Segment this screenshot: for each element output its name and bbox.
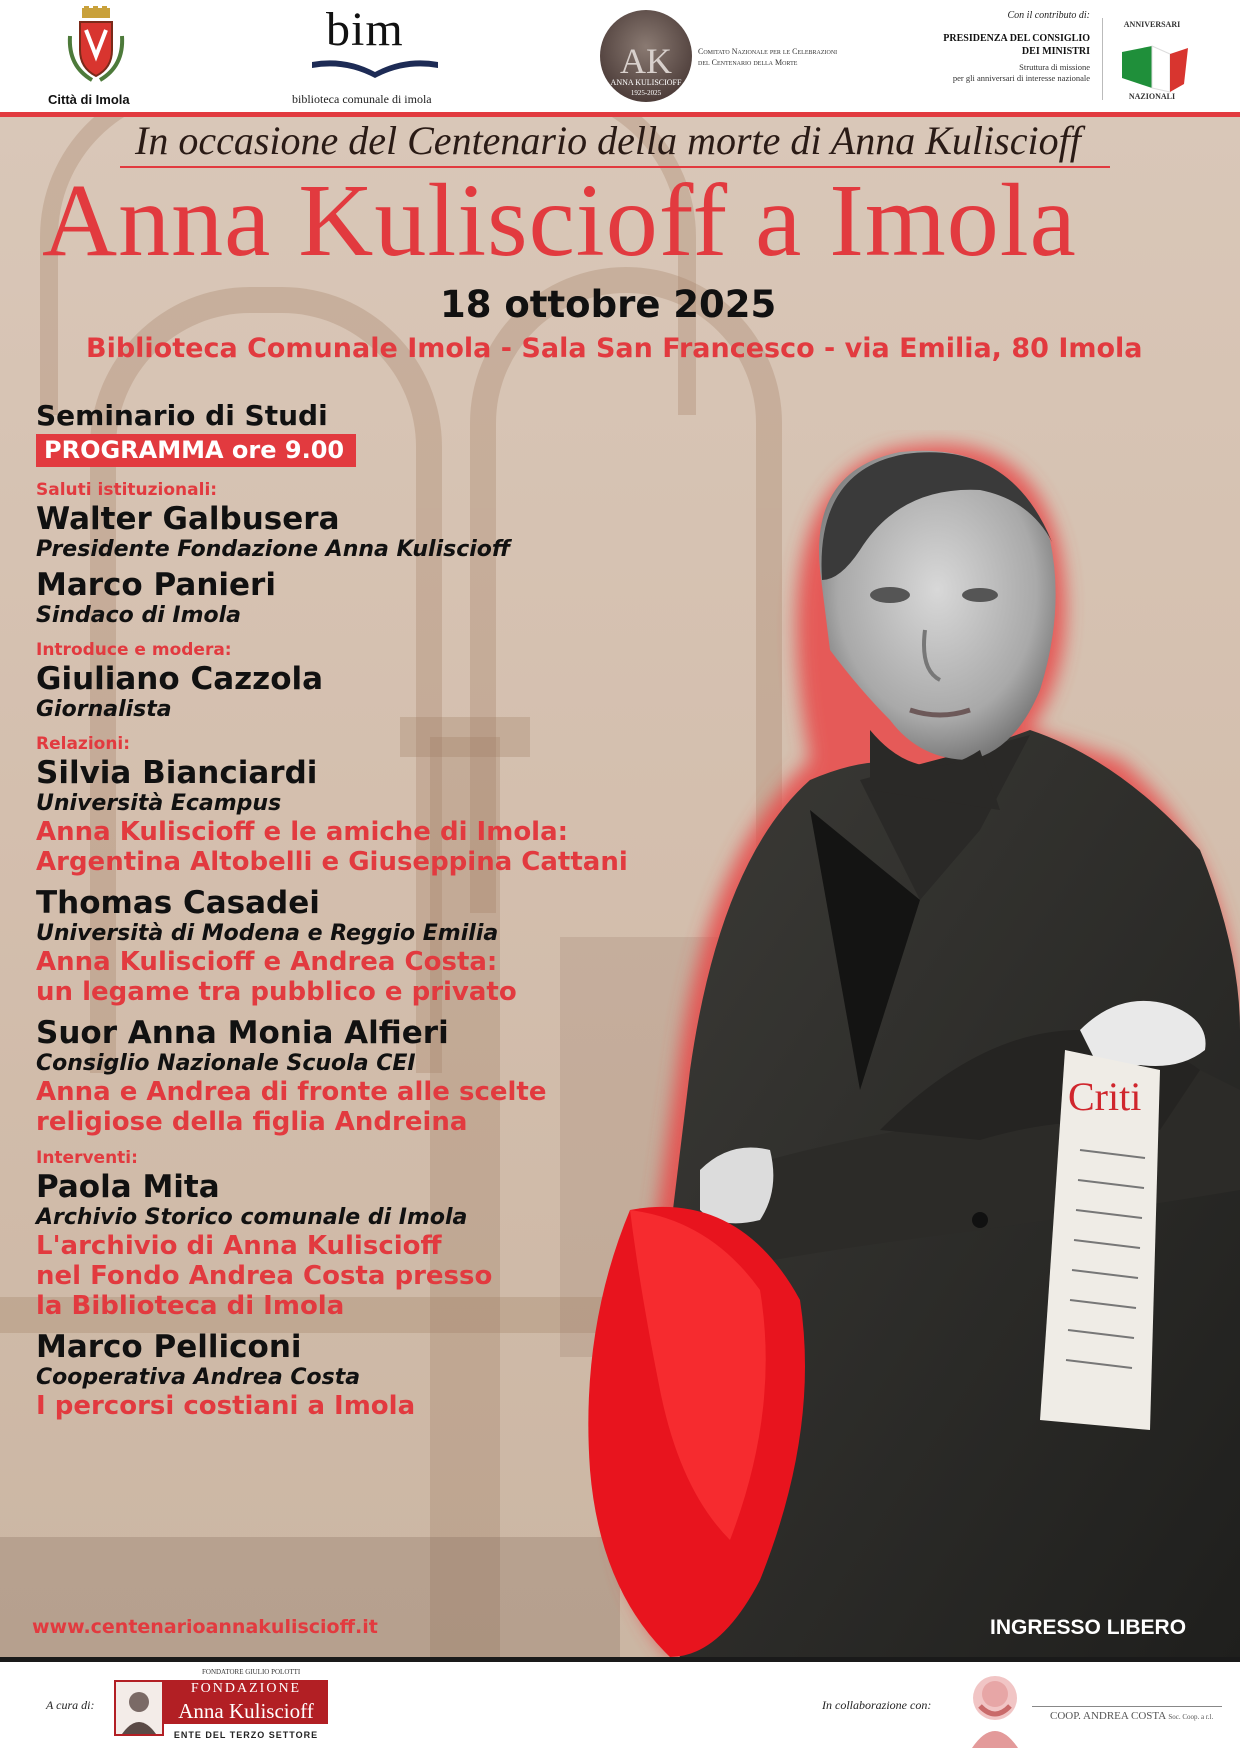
- book-icon: [310, 58, 440, 82]
- coop-portrait-icon: [960, 1664, 1030, 1748]
- bim-caption: biblioteca comunale di imola: [292, 92, 432, 106]
- speaker-entry: [36, 1015, 676, 1137]
- talk-title: L'archivio di Anna Kuliscioff: [36, 1231, 442, 1261]
- talk-title: Anna e Andrea di fronte alle scelte: [36, 1077, 547, 1107]
- poster: [0, 117, 1240, 1657]
- speaker-entry: [36, 567, 676, 629]
- speaker-entry: [36, 501, 676, 563]
- website-link[interactable]: www.centenarioannakuliscioff.it: [32, 1616, 378, 1638]
- coop-rule: [1032, 1706, 1222, 1707]
- fondazione-portrait-icon: [114, 1680, 164, 1736]
- talk-title: I percorsi costiani a Imola: [36, 1391, 416, 1421]
- speaker-name: Paola Mita: [36, 1169, 220, 1205]
- talk-title: la Biblioteca di Imola: [36, 1291, 345, 1321]
- seminario-label: Seminario di Studi: [36, 399, 328, 432]
- talk-title: un legame tra pubblico e privato: [36, 977, 517, 1007]
- talk-title: Anna Kuliscioff e Andrea Costa:: [36, 947, 498, 977]
- ak-logo: AK ANNA KULISCIOFF 1925-2025: [600, 10, 692, 102]
- speaker-role: Università Ecampus: [36, 791, 282, 816]
- speaker-name: Thomas Casadei: [36, 885, 320, 921]
- struttura: Struttura di missione per gli anniversari di interesse nazionale: [952, 62, 1090, 83]
- speaker-name: Suor Anna Monia Alfieri: [36, 1015, 449, 1051]
- italian-flag-icon: [1108, 18, 1196, 102]
- introduce-label: Introduce e modera:: [36, 640, 232, 660]
- subtitle: In occasione del Centenario della morte di Anna Kuliscioff: [135, 118, 1081, 163]
- contribution-label: Con il contributo di:: [1007, 10, 1090, 21]
- city-crest-icon: [62, 6, 130, 86]
- bim-logo: bim: [326, 3, 404, 56]
- programme: [36, 399, 676, 1421]
- interventi-label: Interventi:: [36, 1148, 138, 1168]
- collab-label: In collaborazione con:: [822, 1698, 932, 1712]
- talk-title: Anna Kuliscioff e le amiche di Imola:: [36, 817, 569, 847]
- speaker-entry: [36, 755, 676, 877]
- speaker-entry: [36, 661, 676, 723]
- talk-title: Argentina Altobelli e Giuseppina Cattani: [36, 847, 628, 877]
- saluti-label: Saluti istituzionali:: [36, 480, 218, 500]
- event-date: 18 ottobre 2025: [440, 283, 777, 326]
- talk-title: religiose della figlia Andreina: [36, 1107, 468, 1137]
- speaker-name: Walter Galbusera: [36, 501, 340, 537]
- event-venue: Biblioteca Comunale Imola - Sala San Francesco - via Emilia, 80 Imola: [86, 333, 1143, 364]
- talk-title: nel Fondo Andrea Costa presso: [36, 1261, 493, 1291]
- speaker-role: Cooperativa Andrea Costa: [36, 1365, 361, 1390]
- a-cura-label: A cura di:: [46, 1698, 95, 1712]
- programma-badge: PROGRAMMA ore 9.00: [36, 434, 356, 467]
- speaker-entry: [36, 1169, 676, 1321]
- header: [0, 0, 1240, 112]
- city-label: Città di Imola: [48, 92, 130, 107]
- speaker-name: Silvia Bianciardi: [36, 755, 318, 791]
- poster-title: Anna Kuliscioff a Imola: [42, 163, 1077, 278]
- speaker-entry: [36, 1329, 676, 1421]
- speaker-name: Marco Panieri: [36, 567, 276, 603]
- ingresso-libero: INGRESSO LIBERO: [990, 1616, 1187, 1639]
- speaker-role: Università di Modena e Reggio Emilia: [36, 921, 499, 946]
- speaker-role: Consiglio Nazionale Scuola CEI: [36, 1051, 416, 1076]
- footer: [0, 1662, 1240, 1753]
- presidenza: PRESIDENZA DEL CONSIGLIO DEI MINISTRI: [943, 33, 1090, 57]
- speaker-name: Giuliano Cazzola: [36, 661, 324, 697]
- speaker-role: Archivio Storico comunale di Imola: [36, 1205, 468, 1230]
- coop-name: COOP. ANDREA COSTA Soc. Coop. a r.l.: [1050, 1710, 1214, 1722]
- speaker-name: Marco Pelliconi: [36, 1329, 302, 1365]
- committee-text: Comitato Nazionale per le Celebrazioni del Centenario della Morte: [698, 47, 838, 67]
- newspaper-text: Criti: [1068, 1074, 1142, 1119]
- header-divider: [1102, 18, 1103, 100]
- anniversari-logo: ANNIVERSARI NAZIONALI: [1108, 18, 1196, 102]
- speaker-role: Sindaco di Imola: [36, 603, 242, 628]
- fondazione-logo: FONDATORE GIULIO POLOTTI FONDAZIONE Anna Kuliscioff ENTE DEL TERZO SETTORE: [112, 1668, 332, 1748]
- speaker-role: Giornalista: [36, 697, 172, 722]
- speaker-entry: [36, 885, 676, 1007]
- relazioni-label: Relazioni:: [36, 734, 131, 754]
- speaker-role: Presidente Fondazione Anna Kuliscioff: [36, 537, 511, 562]
